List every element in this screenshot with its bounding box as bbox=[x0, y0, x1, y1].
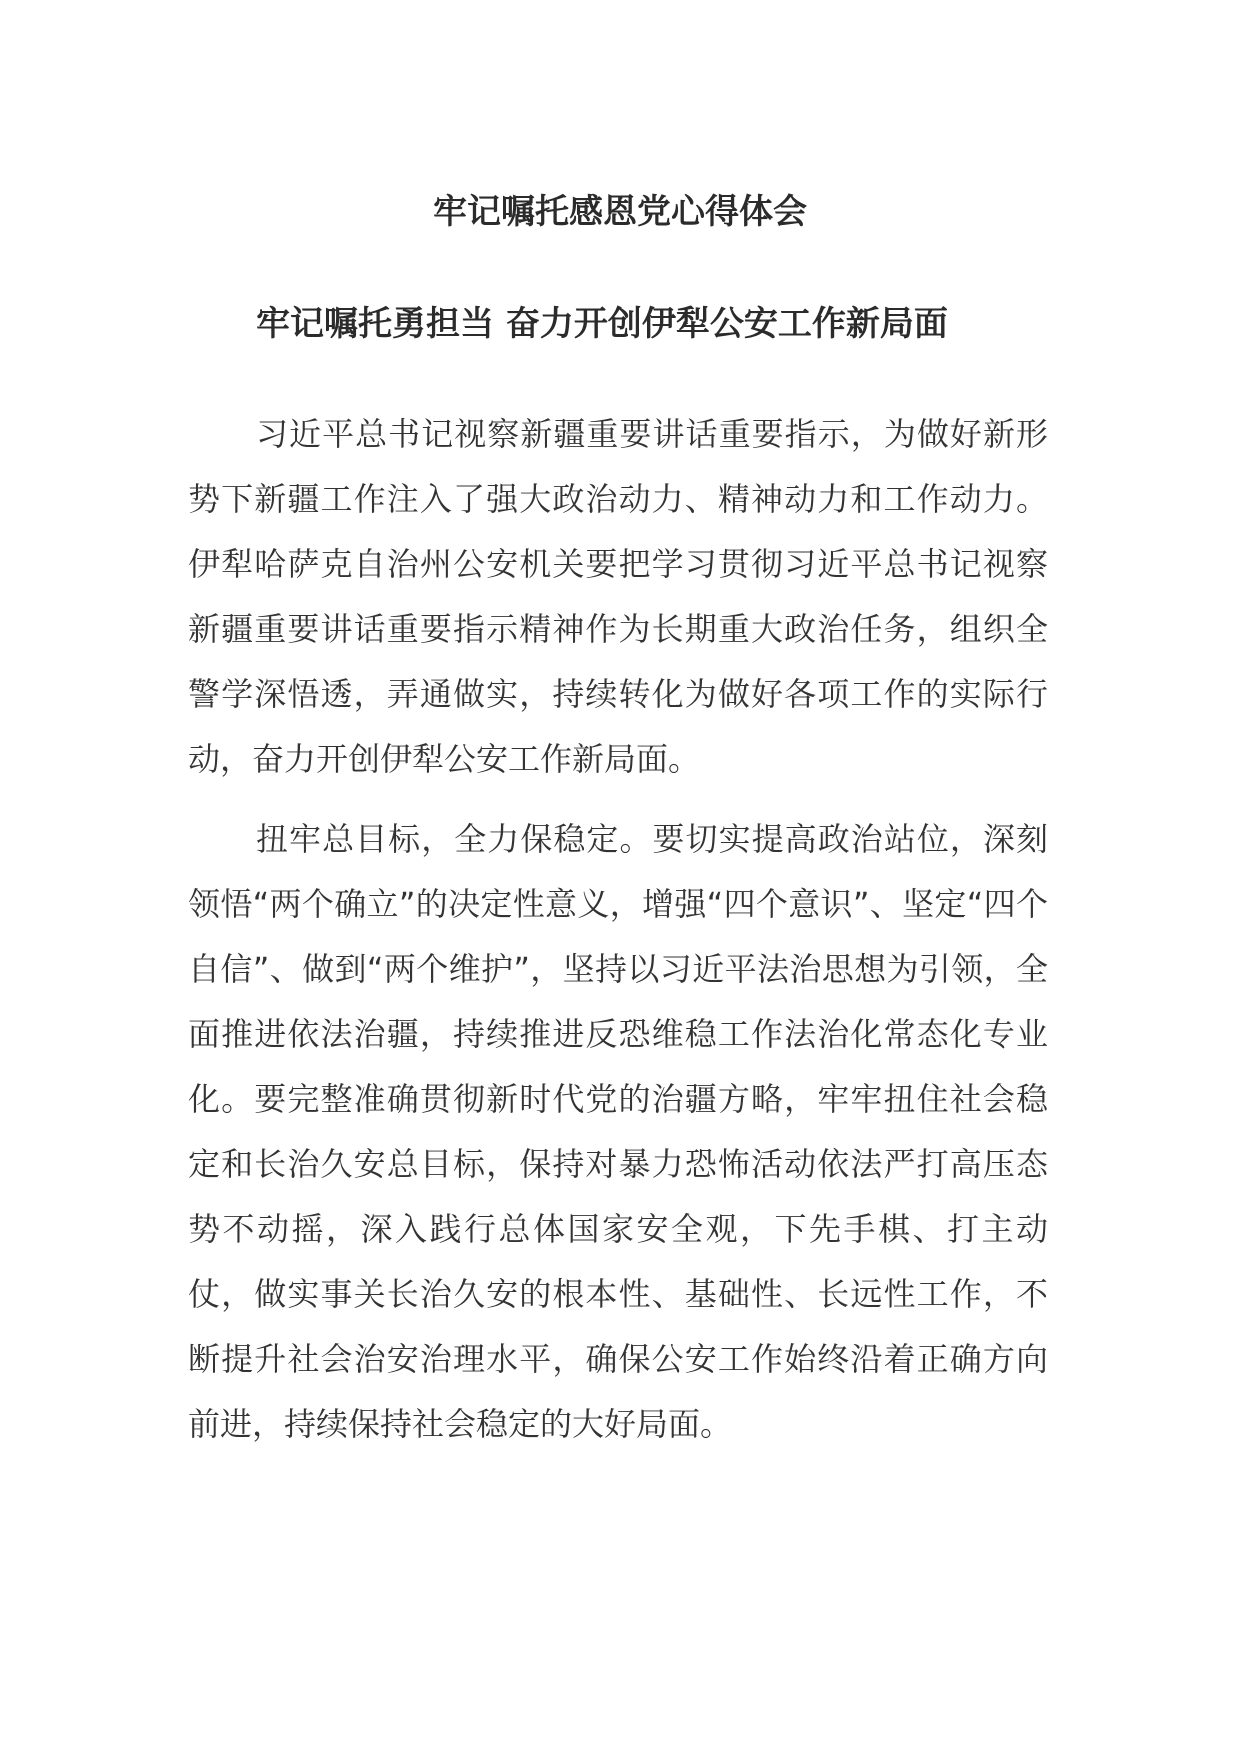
document-title: 牢记嘱托感恩党心得体会 bbox=[433, 192, 807, 232]
section-heading: 牢记嘱托勇担当 奋力开创伊犁公安工作新局面 bbox=[256, 304, 948, 344]
body-paragraph-2: 扭牢总目标，全力保稳定。要切实提高政治站位，深刻领悟“两个确立”的决定性意义，增强“四个意识”、坚定“四个自信”、做到“两个维护”，坚持以习近平法治思想为引领，全面推进依法治疆，持续推进反恐维稳工作法治化常态化专业化。要完整准确贯彻新时代党的治疆方略，牢牢扭住社会稳定和长治久安总目标，保持对暴力恐怖活动依法严打高压态势不动摇，深入践行总体国家安全观，下先手棋、打主动仗，做实事关长治久安的根本性、基础性、长远性工作，不断提升社会治安治理水平，确保公安工作始终沿着正确方向前进，持续保持社会稳定的大好局面。 bbox=[188, 820, 1048, 1443]
body-paragraph-1: 习近平总书记视察新疆重要讲话重要指示，为做好新形势下新疆工作注入了强大政治动力、精神动力和工作动力。伊犁哈萨克自治州公安机关要把学习贯彻习近平总书记视察新疆重要讲话重要指示精神作为长期重大政治任务，组织全警学深悟透，弄通做实，持续转化为做好各项工作的实际行动，奋力开创伊犁公安工作新局面。 bbox=[188, 415, 1048, 778]
